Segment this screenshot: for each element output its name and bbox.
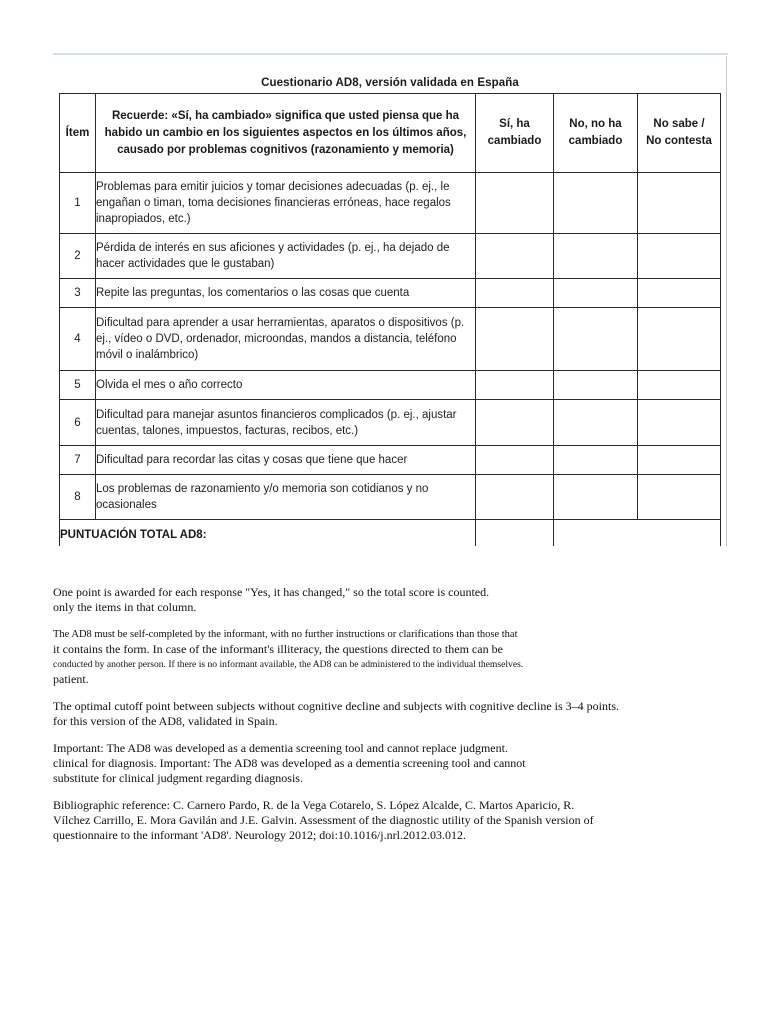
cutoff-paragraph xyxy=(53,699,663,729)
text-line: conducted by another person. If there is no informant available, the AD8 can be administered to the individual themselves. xyxy=(53,659,524,670)
table-row xyxy=(60,475,721,520)
table-row xyxy=(60,371,721,400)
table-row xyxy=(60,279,721,308)
answer-yes-cell[interactable] xyxy=(476,371,554,400)
header-unknown-line1: No sabe / xyxy=(653,118,705,130)
text-line: The optimal cutoff point between subjects without cognitive decline and subjects with cognitive decline is 3–4 points. xyxy=(53,699,619,713)
item-number: 5 xyxy=(60,371,96,400)
important-paragraph xyxy=(53,741,663,786)
text-line: questionnaire to the informant 'AD8'. Neurology 2012; doi:10.1016/j.nrl.2012.03.012. xyxy=(53,828,466,842)
answer-no-cell[interactable] xyxy=(554,279,638,308)
item-text: Olvida el mes o año correcto xyxy=(96,371,476,400)
item-number: 8 xyxy=(60,475,96,520)
ad8-form-image xyxy=(54,56,727,546)
answer-yes-cell[interactable] xyxy=(476,173,554,234)
text-line: only the items in that column. xyxy=(53,600,197,614)
header-yes-line2: cambiado xyxy=(487,135,542,147)
text-line: Important: The AD8 was developed as a dementia screening tool and cannot replace judgment. xyxy=(53,741,508,755)
answer-unknown-cell[interactable] xyxy=(638,475,721,520)
answer-no-cell[interactable] xyxy=(554,446,638,475)
answer-no-cell[interactable] xyxy=(554,475,638,520)
answer-unknown-cell[interactable] xyxy=(638,173,721,234)
item-text: Dificultad para manejar asuntos financieros complicados (p. ej., ajustar cuentas, talones, impuestos, facturas, recibos, etc.) xyxy=(96,400,476,446)
scoring-paragraph xyxy=(53,585,663,615)
answer-unknown-cell[interactable] xyxy=(638,446,721,475)
table-row xyxy=(60,400,721,446)
text-line: clinical for diagnosis. Important: The AD8 was developed as a dementia screening tool and cannot xyxy=(53,756,526,770)
header-description: Recuerde: «Sí, ha cambiado» significa que usted piensa que ha habido un cambio en los siguientes aspectos en los últimos años, causado por problemas cognitivos (razonamiento y memoria) xyxy=(96,94,476,173)
item-text: Problemas para emitir juicios y tomar decisiones adecuadas (p. ej., le engañan o timan, toma decisiones financieras erróneas, hace regalos inapropiados, etc.) xyxy=(96,173,476,234)
text-line: One point is awarded for each response "Yes, it has changed," so the total score is counted. xyxy=(53,585,490,599)
text-line: substitute for clinical judgment regarding diagnosis. xyxy=(53,771,303,785)
header-unknown xyxy=(638,94,721,173)
answer-no-cell[interactable] xyxy=(554,234,638,279)
answer-unknown-cell[interactable] xyxy=(638,234,721,279)
table-row xyxy=(60,446,721,475)
answer-yes-cell[interactable] xyxy=(476,234,554,279)
text-line: Vílchez Carrillo, E. Mora Gavilán and J.E. Galvin. Assessment of the diagnostic utility of the Spanish version of xyxy=(53,813,594,827)
header-unknown-line2: No contesta xyxy=(646,135,712,147)
table-row xyxy=(60,173,721,234)
answer-no-cell[interactable] xyxy=(554,308,638,371)
item-number: 4 xyxy=(60,308,96,371)
total-score-cell[interactable] xyxy=(476,520,554,547)
header-row xyxy=(60,94,721,173)
header-yes-line1: Sí, ha xyxy=(499,118,530,130)
item-number: 2 xyxy=(60,234,96,279)
item-text: Dificultad para aprender a usar herramientas, aparatos o dispositivos (p. ej., vídeo o DVD, ordenador, microondas, mandos a distancia, teléfono móvil o inalámbrico) xyxy=(96,308,476,371)
total-row xyxy=(60,520,721,547)
item-number: 1 xyxy=(60,173,96,234)
text-line: it contains the form. In case of the informant's illiteracy, the questions directed to them can be xyxy=(53,642,503,656)
header-yes xyxy=(476,94,554,173)
notes-section xyxy=(53,585,663,855)
answer-yes-cell[interactable] xyxy=(476,400,554,446)
answer-unknown-cell[interactable] xyxy=(638,371,721,400)
header-no-line1: No, no ha xyxy=(569,118,622,130)
answer-no-cell[interactable] xyxy=(554,400,638,446)
item-number: 7 xyxy=(60,446,96,475)
text-line: for this version of the AD8, validated in Spain. xyxy=(53,714,278,728)
answer-unknown-cell[interactable] xyxy=(638,308,721,371)
reference-paragraph xyxy=(53,798,663,843)
form-title: Cuestionario AD8, versión validada en España xyxy=(261,77,519,89)
administration-paragraph xyxy=(53,627,663,687)
item-number: 3 xyxy=(60,279,96,308)
text-line: Bibliographic reference: C. Carnero Pardo, R. de la Vega Cotarelo, S. López Alcalde, C. Martos Aparicio, R. xyxy=(53,798,575,812)
answer-unknown-cell[interactable] xyxy=(638,279,721,308)
header-no xyxy=(554,94,638,173)
answer-unknown-cell[interactable] xyxy=(638,400,721,446)
item-text: Los problemas de razonamiento y/o memoria son cotidianos y no ocasionales xyxy=(96,475,476,520)
answer-yes-cell[interactable] xyxy=(476,279,554,308)
ad8-table xyxy=(59,93,721,546)
total-score-label: PUNTUACIÓN TOTAL AD8: xyxy=(60,520,476,547)
item-number: 6 xyxy=(60,400,96,446)
answer-yes-cell[interactable] xyxy=(476,308,554,371)
text-line: patient. xyxy=(53,672,89,686)
item-text: Dificultad para recordar las citas y cosas que tiene que hacer xyxy=(96,446,476,475)
table-row xyxy=(60,234,721,279)
answer-no-cell[interactable] xyxy=(554,371,638,400)
header-no-line2: cambiado xyxy=(568,135,623,147)
header-item: Ítem xyxy=(60,94,96,173)
answer-no-cell[interactable] xyxy=(554,173,638,234)
table-row xyxy=(60,308,721,371)
item-text: Repite las preguntas, los comentarios o las cosas que cuenta xyxy=(96,279,476,308)
top-rule xyxy=(53,53,728,55)
answer-yes-cell[interactable] xyxy=(476,446,554,475)
answer-yes-cell[interactable] xyxy=(476,475,554,520)
text-line: The AD8 must be self-completed by the informant, with no further instructions or clarifications than those that xyxy=(53,629,518,640)
item-text: Pérdida de interés en sus aficiones y actividades (p. ej., ha dejado de hacer actividades que le gustaban) xyxy=(96,234,476,279)
total-empty-cell xyxy=(554,520,721,547)
